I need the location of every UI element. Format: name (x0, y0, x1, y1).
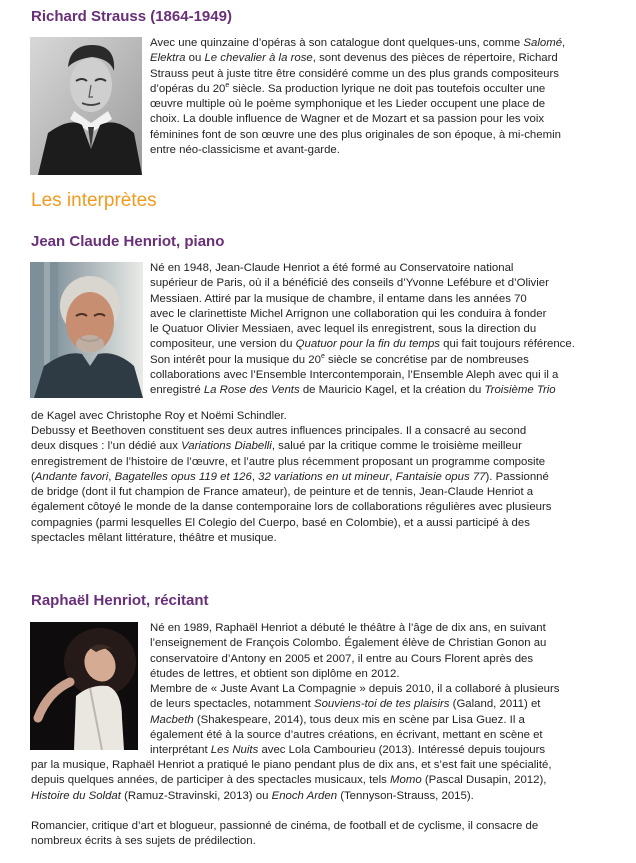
raphael-paragraph-2-end: par la musique, Raphaël Henriot a pratiqué le piano pendant plus de dix ans, et s’est fait une spécialité, depuis quelques années, de participer à des spectacles musicaux, tels Momo (Pascal Dusapin, 2012), Histoire du Soldat (Ramuz-Stravinski, 2013) ou Enoch Arden (Tennyson-Strauss, 2015). (31, 759, 552, 802)
jean-claude-paragraph-2: Debussy et Beethoven constituent ses deux autres influences principales. Il a consacré au second deux disques : l’un dédié aux Variations Diabelli, salué par la critique comme le troisième meilleur enregistrement de l’histoire de l’œuvre, et l’autre plus récemment proposant un programme composite (Andante favori, Bagatelles opus 119 et 126, 32 variations en ut mineur, Fantaisie opus 77). Passionné de bridge (dont il fut champion de France amateur), de peinture et de tennis, Jean-Claude Henriot a également côtoyé le monde de la danse contemporaine lors de collaborations régulières avec plusieurs compagnies (parmi lesquelles El Colegio del Cuerpo, basé en Colombie), et a aussi participé à des spectacles mêlant littérature, théâtre et musique. (31, 425, 552, 545)
section-title: Les interprètes (31, 190, 157, 211)
strauss-heading: Richard Strauss (1864-1949) (31, 8, 232, 25)
strauss-portrait (30, 37, 142, 175)
raphael-paragraph-2: Membre de « Juste Avant La Compagnie » depuis 2010, il a collaboré à plusieurs de leurs spectacles, notamment Souviens-toi de tes plaisirs (Galand, 2011) et Macbeth (Shakespeare, 2014), tous deux mis en scène par Lisa Guez. Il a également été à la source d’autres créations, en écrivant, mettant en scène et interprétant Les Nuits avec Lola Cambourieu (2013). Intéressé depuis toujours (150, 683, 560, 757)
raphael-paragraph-3: Romancier, critique d’art et blogueur, passionné de cinéma, de football et de cyclisme, il consacre de nombreux écrits à ses sujets de prédilection. (31, 820, 539, 848)
raphael-paragraph-1: Né en 1989, Raphaël Henriot a débuté le théâtre à l’âge de dix ans, en suivant l’enseignement de François Colombo. Également élève de Christian Gonon au conservatoire d’Antony en 2005 et 2007, il entre au Cours Florent après des études de lettres, et obtient son diplôme en 2012. (150, 622, 547, 680)
raphael-heading: Raphaël Henriot, récitant (31, 592, 209, 609)
jean-claude-paragraph-1-end: de Kagel avec Christophe Roy et Noëmi Schindler. (31, 410, 287, 422)
raphael-photo (30, 622, 138, 750)
jean-claude-paragraph-1: Né en 1948, Jean-Claude Henriot a été formé au Conservatoire national supérieur de Paris, où il a bénéficié des conseils d’Yvonne Lefébure et d’Olivier Messiaen. Attiré par la musique de chambre, il entame dans les années 70 avec le clarinettiste Michel Arrignon une collaboration qui les conduira à fonder le Quatuor Olivier Messiaen, avec lequel ils enregistrent, sous la direction du compositeur, une version du Quatuor pour la fin du temps qui fait toujours référence. Son intérêt pour la musique du 20e siècle se concrétise par de nombreuses collaborations avec l’Ensemble Intercontemporain, l’Ensemble Aleph avec qui il a enregistré La Rose des Vents de Mauricio Kagel, et la création du Troisième Trio (150, 262, 575, 397)
jean-claude-heading: Jean Claude Henriot, piano (31, 233, 225, 250)
strauss-paragraph: Avec une quinzaine d’opéras à son catalogue dont quelques-uns, comme Salomé, Elektra ou Le chevalier à la rose, sont devenus des pièces de répertoire, Richard Strauss peut à juste titre être considéré comme un des plus grands compositeurs d’opéras du 20e siècle. Sa production lyrique ne doit pas toutefois occulter une œuvre multiple où le poème symphonique et les Lieder occupent une place de choix. La double influence de Wagner et de Mozart et sa passion pour les voix féminines font de son œuvre une des plus originales de son époque, à mi-chemin entre néo-classicisme et avant-garde. (150, 37, 566, 157)
jean-claude-photo (30, 262, 143, 398)
